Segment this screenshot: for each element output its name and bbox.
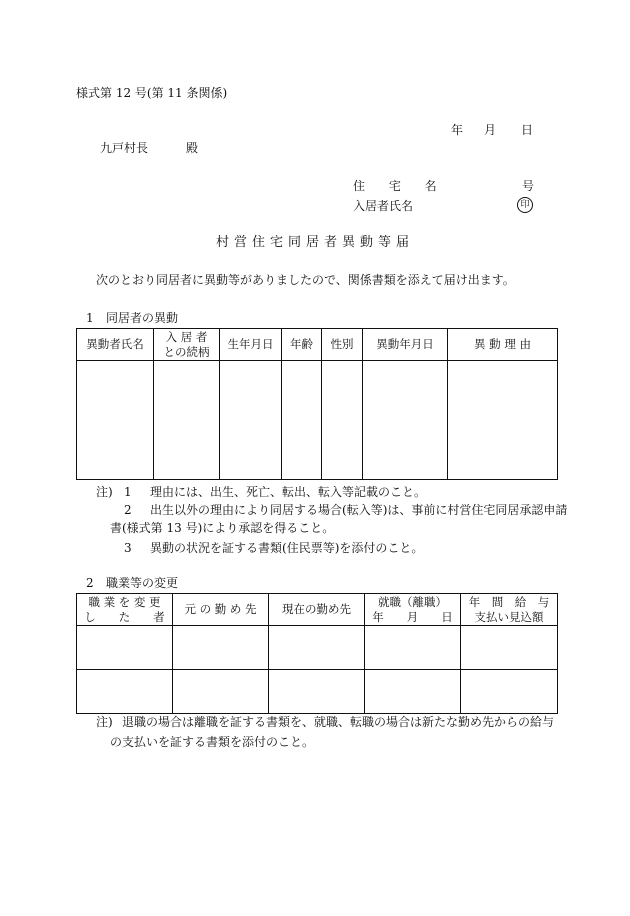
section2-note: 注) 退職の場合は離職を証する書類を、就職、転職の場合は新たな勤め先からの給与 — [96, 712, 554, 732]
cell-age[interactable] — [282, 361, 322, 480]
cell-relationship[interactable] — [154, 361, 220, 480]
section1-note-1: 注) 1 理由には、出生、死亡、転出、転入等記載のこと。 — [96, 482, 426, 502]
section1-title: 同居者の異動 — [106, 311, 179, 325]
cell-employment-date[interactable] — [365, 626, 461, 670]
table-header-row — [77, 594, 558, 626]
col-annual-salary: 年 間 給 与 支払い見込額 — [461, 594, 558, 626]
cell-annual-salary[interactable] — [461, 626, 558, 670]
table-row — [77, 670, 558, 714]
section2-title: 職業等の変更 — [106, 576, 179, 590]
note-mark: 注) — [96, 715, 113, 729]
cohabitant-change-table — [76, 328, 558, 480]
form-number: 様式第 12 号(第 11 条関係) — [76, 86, 228, 100]
col-age: 年齢 — [282, 329, 322, 361]
cell-annual-salary[interactable] — [461, 670, 558, 714]
addressee — [100, 142, 198, 154]
col-sex: 性別 — [322, 329, 363, 361]
cell-current-employer[interactable] — [269, 626, 365, 670]
col-relationship: 入 居 者 との続柄 — [154, 329, 220, 361]
col-current-employer: 現在の勤め先 — [269, 594, 365, 626]
col-person: 職 業 を 変 更 し た 者 — [77, 594, 173, 626]
cell-employment-date[interactable] — [365, 670, 461, 714]
addressee-honorific: 殿 — [186, 141, 199, 155]
col-change-date: 異動年月日 — [363, 329, 448, 361]
table-header-row — [77, 329, 558, 361]
col-birthdate: 生年月日 — [220, 329, 282, 361]
occupation-change-table — [76, 593, 558, 714]
addressee-name: 九戸村長 — [100, 141, 149, 155]
section1-note-3: 3 異動の状況を証する書類(住民票等)を添付のこと。 — [124, 541, 424, 555]
date-year-label: 年 — [451, 123, 464, 137]
date-day-label: 日 — [521, 123, 534, 137]
section1-note-2: 2 出生以外の理由により同居する場合(転入等)は、事前に村営住宅同居承認申請 — [124, 503, 568, 517]
note-mark: 注) — [96, 485, 113, 499]
table-row — [77, 626, 558, 670]
cell-birthdate[interactable] — [220, 361, 282, 480]
cell-change-reason[interactable] — [448, 361, 558, 480]
cell-change-date[interactable] — [363, 361, 448, 480]
date-month-label: 月 — [484, 123, 497, 137]
cell-mover-name[interactable] — [77, 361, 154, 480]
section2-heading — [86, 577, 178, 589]
cell-former-employer[interactable] — [173, 626, 269, 670]
room-number-label: 号 — [522, 179, 535, 193]
col-employment-date: 就職（離職） 年 月 日 — [365, 594, 461, 626]
cell-person[interactable] — [77, 626, 173, 670]
col-mover-name: 異動者氏名 — [77, 329, 154, 361]
col-change-reason: 異 動 理 由 — [448, 329, 558, 361]
resident-name-label: 入居者氏名 — [353, 199, 414, 213]
section2-note-continued: の支払いを証する書類を添付のこと。 — [110, 735, 315, 749]
intro-text: 次のとおり同居者に異動等がありましたので、関係書類を添えて届け出ます。 — [96, 273, 515, 287]
cell-former-employer[interactable] — [173, 670, 269, 714]
section1-heading — [86, 312, 178, 324]
document-title: 村営住宅同居者異動等届 — [215, 235, 414, 250]
cell-sex[interactable] — [322, 361, 363, 480]
section2-number: 2 — [86, 576, 94, 590]
table-row — [77, 361, 558, 480]
col-former-employer: 元 の 勤 め 先 — [173, 594, 269, 626]
cell-person[interactable] — [77, 670, 173, 714]
residence-label: 住 宅 名 — [353, 179, 447, 193]
cell-current-employer[interactable] — [269, 670, 365, 714]
seal-mark: 印 — [517, 197, 533, 213]
section1-note-2-continued: 書(様式第 13 号)により承認を得ること。 — [110, 521, 335, 535]
section1-number: 1 — [86, 311, 94, 325]
